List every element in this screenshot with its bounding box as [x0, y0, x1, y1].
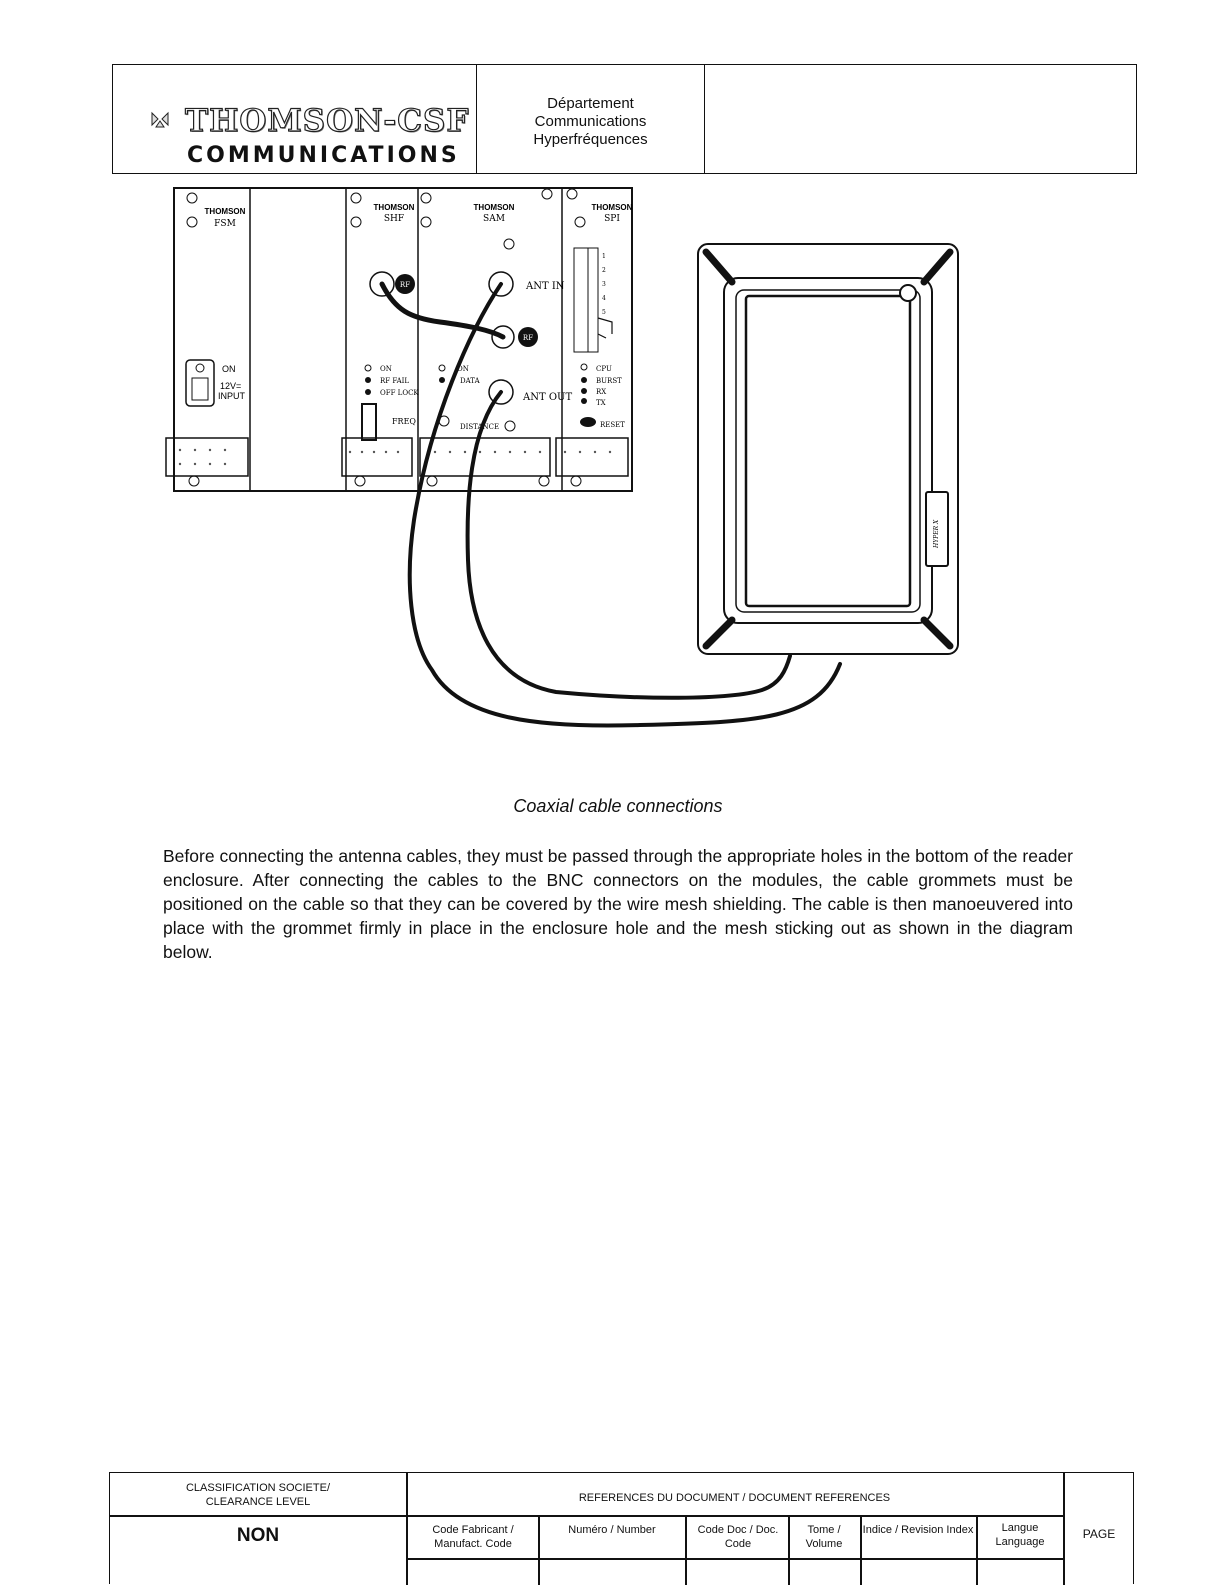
sam-brand: THOMSON: [473, 203, 515, 212]
spi-reset-label: RESET: [600, 421, 625, 429]
spi-burst-label: BURST: [596, 377, 622, 385]
spi-num-1: 1: [602, 253, 606, 260]
spi-cpu-label: CPU: [596, 365, 612, 373]
shf-off-lock-label: OFF LOCK: [380, 389, 419, 397]
sam-name: SAM: [483, 214, 505, 224]
classification-label: CLASSIFICATION SOCIETE/ CLEARANCE LEVEL: [185, 1482, 331, 1508]
spi-num-4: 4: [602, 295, 606, 302]
sam-on-label: ON: [457, 365, 469, 373]
classification-value: NON: [236, 1525, 280, 1546]
fsm-name: FSM: [214, 219, 236, 229]
shf-name: SHF: [383, 214, 405, 224]
col-revision-index: Indice / Revision Index: [862, 1524, 974, 1536]
document-header: [112, 64, 1137, 174]
coaxial-connection-diagram: [0, 178, 1224, 778]
sam-data-label: DATA: [460, 377, 480, 385]
department-cell: [477, 65, 705, 173]
spi-brand: THOMSON: [591, 203, 633, 212]
module-rack: [174, 188, 632, 491]
logo-company: THOMSON-CSF: [185, 103, 470, 139]
logo-division: COMMUNICATIONS: [187, 143, 460, 168]
col-volume: Tome / Volume: [805, 1524, 843, 1550]
document-footer: [109, 1472, 1134, 1584]
body-paragraph: Before connecting the antenna cables, they must be passed through the appropriate holes in the bottom of the reader enclosure. After connecting the cables to the BNC connectors on the modules, the cable grommets must be positioned on the cable so that they can be covered by the wire mesh shielding. The cable is then manoeuvered into place with the grommet firmly in place in the enclosure hole and the mesh sticking out as shown in the diagram below.: [163, 846, 1073, 962]
fsm-input-label: 12V=: [220, 381, 242, 391]
spi-tx-label: TX: [596, 399, 606, 407]
shf-freq-label: FREQ: [392, 417, 416, 426]
page-label: PAGE: [1082, 1527, 1116, 1541]
department-line-1: Département: [547, 95, 634, 112]
fsm-input-label-2: INPUT: [218, 391, 245, 401]
sam-distance-label: DISTANCE: [460, 423, 500, 431]
spi-num-3: 3: [602, 281, 606, 288]
spi-rx-label: RX: [596, 388, 607, 396]
antenna-unit: [698, 244, 958, 654]
shf-on-label: ON: [380, 365, 392, 373]
shf-brand: THOMSON: [373, 203, 415, 212]
spi-name: SPI: [604, 214, 620, 224]
fsm-on-label: ON: [222, 364, 236, 374]
sam-rf-label: RF: [522, 334, 534, 342]
ant-in-label: ANT IN: [526, 281, 565, 292]
shf-rf-fail-label: RF FAIL: [380, 377, 410, 385]
shf-rf-label: RF: [399, 281, 411, 289]
antenna-label: HYPER X: [933, 519, 940, 548]
col-language: Langue Language: [995, 1522, 1045, 1548]
col-doc-code: Code Doc / Doc. Code: [697, 1524, 779, 1550]
spi-num-5: 5: [602, 309, 606, 316]
references-title: REFERENCES DU DOCUMENT / DOCUMENT REFERENCES: [578, 1492, 891, 1504]
thomson-logo-icon: [149, 109, 171, 131]
department-line-2: Communications: [534, 113, 647, 130]
col-number: Numéro / Number: [568, 1524, 656, 1536]
spi-num-2: 2: [602, 267, 606, 274]
col-manufact-code: Code Fabricant / Manufact. Code: [432, 1524, 514, 1550]
figure-caption: Coaxial cable connections: [513, 796, 723, 816]
logo-cell: [113, 65, 477, 173]
fsm-brand: THOMSON: [204, 207, 246, 216]
ant-out-label: ANT OUT: [523, 392, 573, 403]
department-line-3: Hyperfréquences: [533, 131, 648, 148]
